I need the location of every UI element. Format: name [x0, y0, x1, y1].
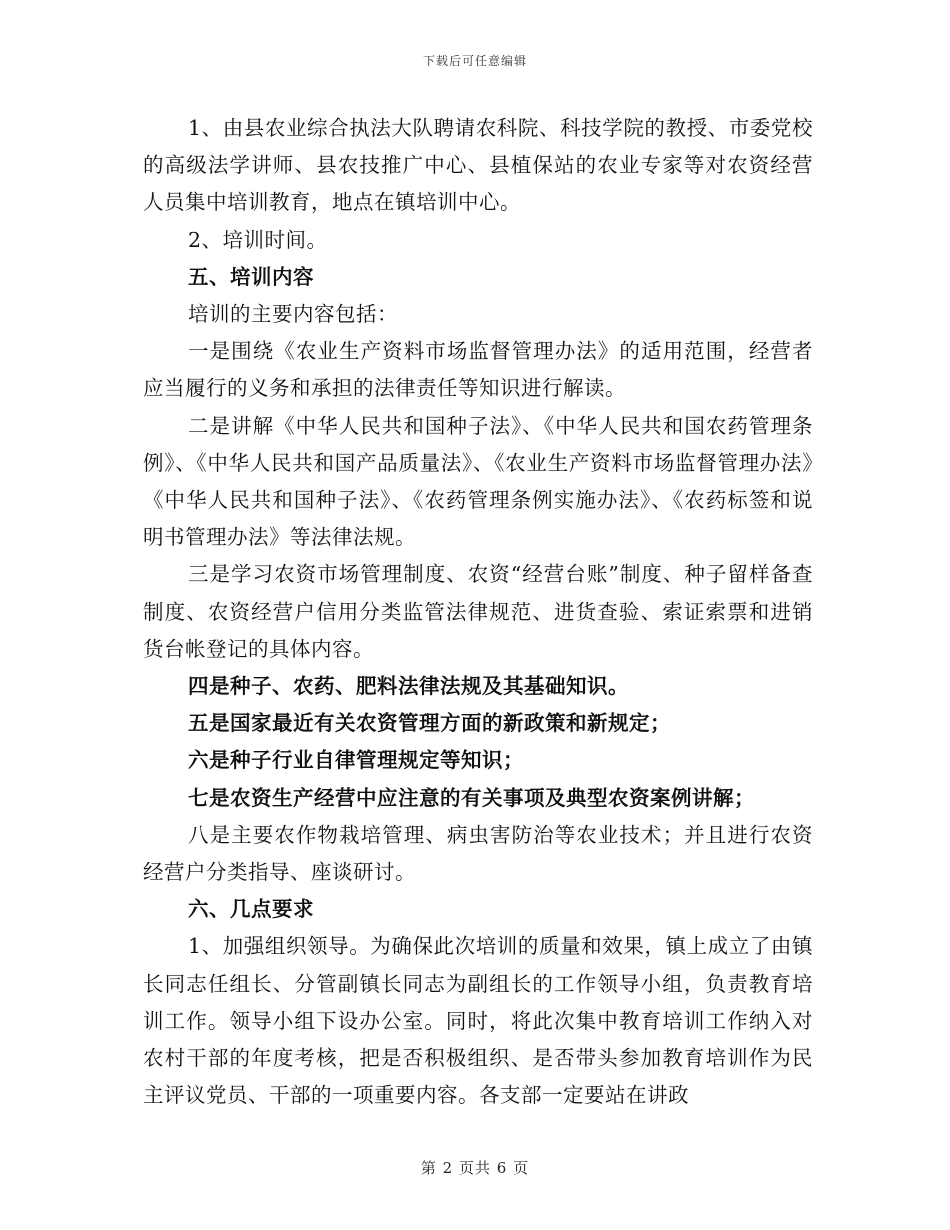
paragraph-4: 一是围绕《农业生产资料市场监督管理办法》的适用范围，经营者应当履行的义务和承担的法律责任等知识进行解读。: [143, 339, 813, 401]
paragraph-5: 二是讲解《中华人民共和国种子法》、《中华人民共和国农药管理条例》、《中华人民共和国产品质量法》、《农业生产资料市场监督管理办法》《中华人民共和国种子法》、《农药管理条例实施办法》、《农药标签和说明书管理办法》等法律法规。: [143, 413, 813, 550]
paragraph-2: 2、培训时间。: [188, 227, 328, 252]
paragraph-11: 八是主要农作物栽培管理、病虫害防治等农业技术；并且进行农资经营户分类指导、座谈研讨。: [143, 822, 813, 885]
paragraph-6: 三是学习农资市场管理制度、农资“经营台账”制度、种子留样备查制度、农资经营户信用分类监管法律规范、进货查验、索证索票和进销货台帐登记的具体内容。: [143, 562, 813, 661]
paragraph-8-bold: 五是国家最近有关农资管理方面的新政策和新规定；: [188, 711, 671, 736]
page-footer: 第 2 页共 6 页: [420, 1159, 530, 1177]
paragraph-9-bold: 六是种子行业自律管理规定等知识；: [188, 748, 524, 773]
paragraph-12: 1、加强组织领导。为确保此次培训的质量和效果，镇上成立了由镇长同志任组长、分管副镇长同志为副组长的工作领导小组，负责教育培训工作。领导小组下设办公室。同时，将此次集中教育培训工作纳入对农村干部的年度考核，把是否积极组织、是否带头参加教育培训作为民主评议党员、干部的一项重要内容。各支部一定要站在讲政: [143, 934, 813, 1108]
paragraph-3: 培训的主要内容包括：: [188, 302, 398, 327]
section-heading-6: 六、几点要求: [188, 897, 314, 922]
section-heading-5: 五、培训内容: [188, 264, 314, 289]
paragraph-7-bold: 四是种子、农药、肥料法律法规及其基础知识。: [188, 674, 629, 699]
document-body: [143, 110, 813, 1114]
paragraph-1: 1、由县农业综合执法大队聘请农科院、科技学院的教授、市委党校的高级法学讲师、县农技推广中心、县植保站的农业专家等对农资经营人员集中培训教育，地点在镇培训中心。: [143, 116, 813, 215]
page-header: 下载后可任意编辑: [422, 54, 527, 68]
paragraph-10-bold: 七是农资生产经营中应注意的有关事项及典型农资案例讲解；: [188, 785, 755, 810]
